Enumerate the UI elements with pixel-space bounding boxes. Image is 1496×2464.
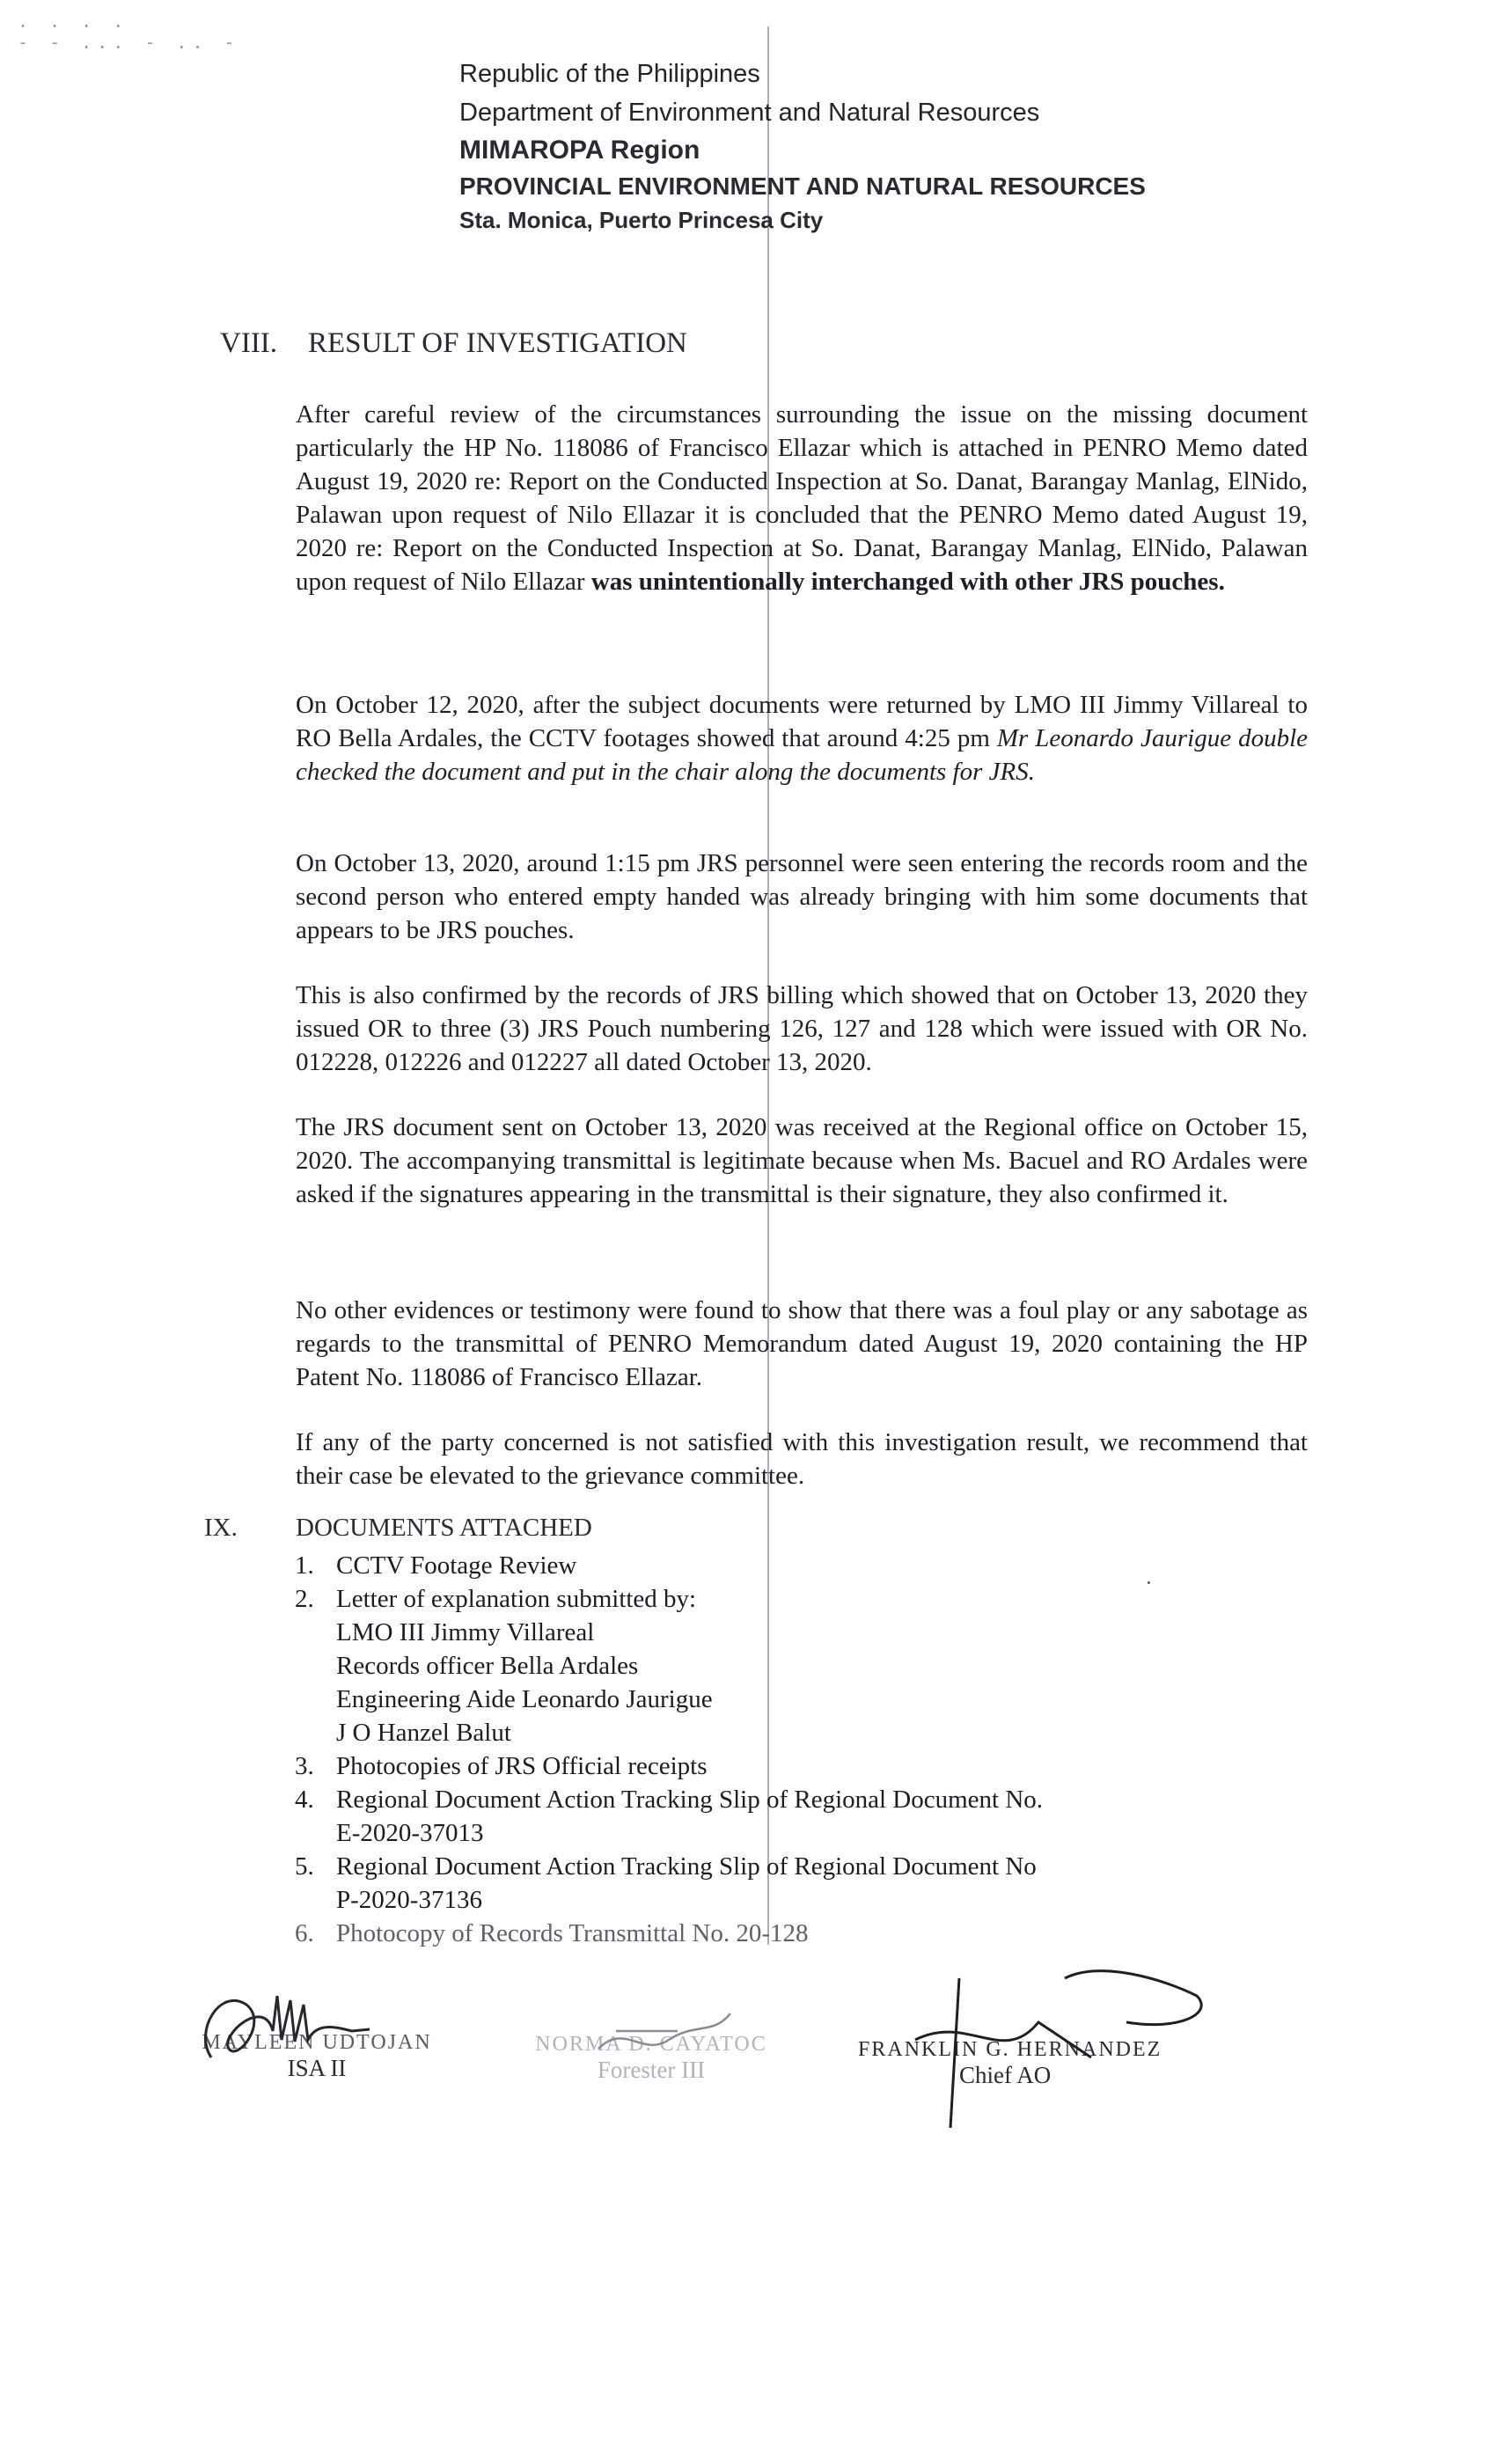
signature-scribble	[185, 1978, 449, 2084]
section-title: RESULT OF INVESTIGATION	[308, 327, 687, 359]
header-address: Sta. Monica, Puerto Princesa City	[459, 207, 824, 233]
signatory-name: MAYLEEN UDTOJAN	[202, 2031, 432, 2054]
item-text: Photocopies of JRS Official receipts	[336, 1752, 708, 1780]
header-office: PROVINCIAL ENVIRONMENT AND NATURAL RESOURCES	[459, 172, 1146, 200]
section-number: IX.	[204, 1514, 238, 1542]
sub-item: Records officer Bella Ardales	[336, 1652, 639, 1680]
letterhead	[459, 55, 1146, 236]
paragraph: If any of the party concerned is not satisfied with this investigation result, we recommend that their case be elevated to the grievance committee.	[296, 1428, 1308, 1490]
paragraph-text: After careful review of the circumstances surrounding the issue on the missing document particularly the HP No. 118086 of Francisco Ellazar which is attached in PENRO Memo dated August 19, 2020 re: Report on the Conducted Inspection at So. Danat, Barangay Manlag, ElNido, Palawan upon request of Nilo Ellazar it is concluded that the PENRO Memo dated August 19, 2020 re: Report on the Conducted Inspection at So. Danat, Barangay Manlag, ElNido, Palawan upon request of Nilo Ellazar	[296, 400, 1308, 596]
paragraph-italic-text: Mr Leonardo Jaurigue double checked the document and put in the chair along the documents for JRS.	[296, 724, 1308, 786]
paragraph	[296, 688, 1308, 788]
header-republic: Republic of the Philippines	[459, 60, 760, 88]
list-item	[295, 1582, 1263, 1616]
sub-item: Engineering Aide Leonardo Jaurigue	[336, 1685, 713, 1713]
signatory-block	[493, 1987, 810, 2110]
list-item	[295, 1549, 1263, 1582]
signature-scribble	[862, 1961, 1232, 2137]
sub-item: LMO III Jimmy Villareal	[336, 1618, 595, 1646]
signatory-position: Chief AO	[959, 2062, 1052, 2088]
item-number: 5.	[295, 1852, 314, 1881]
paragraph-bold-text: was unintentionally interchanged with other JRS pouches.	[590, 568, 1225, 596]
item-text: Photocopy of Records Transmittal No. 20-128	[336, 1919, 809, 1947]
signatory-name: FRANKLIN G. HERNANDEZ	[858, 2038, 1162, 2061]
paragraph: On October 13, 2020, around 1:15 pm JRS personnel were seen entering the records room and the second person who entered empty handed was already bringing with him some documents that appears to be JRS pouches.	[296, 849, 1308, 944]
sub-item: E-2020-37013	[336, 1819, 484, 1847]
paragraph: The JRS document sent on October 13, 2020 was received at the Regional office on October 15, 2020. The accompanying transmittal is legitimate because when Ms. Bacuel and RO Ardales were asked if the signatures appearing in the transmittal is their signature, they also confirmed it.	[296, 1113, 1308, 1208]
section-title: DOCUMENTS ATTACHED	[296, 1514, 592, 1542]
list-item	[295, 1850, 1263, 1883]
list-item	[295, 1749, 1263, 1783]
section-number: VIII.	[220, 327, 278, 359]
item-text: Regional Document Action Tracking Slip of Regional Document No	[336, 1852, 1037, 1881]
signatory-position: ISA II	[287, 2055, 347, 2081]
header-department: Department of Environment and Natural Resources	[459, 99, 1040, 127]
signatory-name: NORMA D. CAYATOC	[535, 2033, 767, 2056]
item-number: 4.	[295, 1786, 314, 1814]
item-number: 1.	[295, 1551, 314, 1580]
item-text: CCTV Footage Review	[336, 1551, 577, 1580]
list-item	[295, 1917, 1263, 1950]
scan-speckle: . . . . - - ... - .. -	[18, 11, 240, 53]
header-region: MIMAROPA Region	[459, 136, 700, 165]
list-item	[295, 1783, 1263, 1816]
item-text: Letter of explanation submitted by:	[336, 1585, 697, 1613]
signatory-block	[150, 1987, 484, 2110]
paragraph: No other evidences or testimony were found to show that there was a foul play or any sabotage as regards to the transmittal of PENRO Memorandum dated August 19, 2020 containing the HP Patent No. 118086 of Francisco Ellazar.	[296, 1296, 1308, 1391]
signatory-block	[845, 1987, 1250, 2163]
signature-scribble	[563, 1987, 757, 2066]
attachments-list	[295, 1549, 1263, 1950]
item-number: 2.	[295, 1585, 314, 1613]
paragraph	[296, 398, 1308, 598]
sub-item: P-2020-37136	[336, 1886, 482, 1914]
item-number: 3.	[295, 1752, 314, 1780]
signatory-position: Forester III	[597, 2057, 706, 2083]
sub-item: J O Hanzel Balut	[336, 1719, 511, 1747]
paragraph: This is also confirmed by the records of JRS billing which showed that on October 13, 2020 they issued OR to three (3) JRS Pouch numbering 126, 127 and 128 which were issued with OR No. 012228, 012226 and 012227 all dated October 13, 2020.	[296, 981, 1308, 1076]
paragraph-text: On October 12, 2020, after the subject documents were returned by LMO III Jimmy Villareal to RO Bella Ardales, the CCTV footages showed that around 4:25 pm	[296, 691, 1308, 752]
item-number: 6.	[295, 1919, 314, 1947]
item-text: Regional Document Action Tracking Slip of Regional Document No.	[336, 1786, 1044, 1814]
